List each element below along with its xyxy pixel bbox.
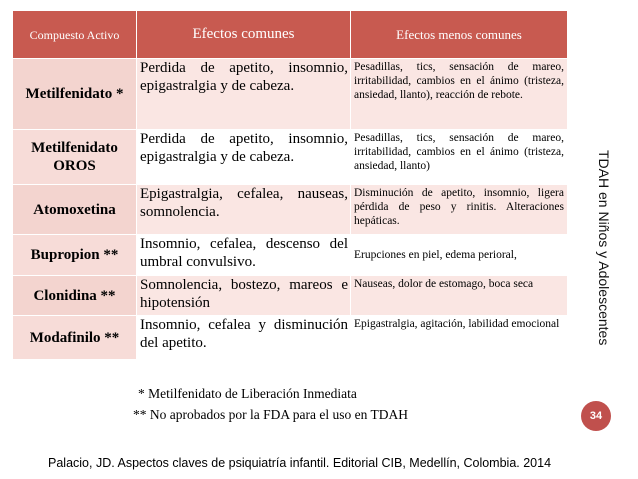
table-row [13, 130, 568, 185]
page-number-badge: 34 [581, 401, 611, 431]
less-common-effects: Pesadillas, tics, sensación de mareo, irritabilidad, cambios en el ánimo (tristeza, ansiedad, llanto), reacción de rebote. [351, 59, 568, 130]
compound-name: Modafinilo ** [13, 316, 137, 360]
table-header-row [13, 11, 568, 59]
header-less-common-effects: Efectos menos comunes [351, 11, 568, 59]
compound-name: Atomoxetina [13, 185, 137, 235]
table-row [13, 59, 568, 130]
side-title: TDAH en Niños y Adolescentes [596, 150, 612, 346]
common-effects: Epigastralgia, cefalea, nauseas, somnolencia. [137, 185, 351, 235]
less-common-effects: Pesadillas, tics, sensación de mareo, irritabilidad, cambios en el ánimo (tristeza, ansiedad, llanto) [351, 130, 568, 185]
common-effects: Insomnio, cefalea, descenso del umbral convulsivo. [137, 235, 351, 276]
less-common-effects: Disminución de apetito, insomnio, ligera pérdida de peso y rinitis. Alteraciones hepáticas. [351, 185, 568, 235]
header-common-effects: Efectos comunes [137, 11, 351, 59]
header-compound: Compuesto Activo [13, 11, 137, 59]
common-effects: Perdida de apetito, insomnio, epigastralgia y de cabeza. [137, 130, 351, 185]
side-effects-table [12, 10, 568, 360]
common-effects: Insomnio, cefalea y disminución del apetito. [137, 316, 351, 360]
less-common-effects: Epigastralgia, agitación, labilidad emocional [351, 316, 568, 360]
footnote-immediate-release: * Metilfenidato de Liberación Inmediata [138, 386, 357, 401]
compound-name: Metilfenidato * [13, 59, 137, 130]
common-effects: Perdida de apetito, insomnio, epigastralgia y de cabeza. [137, 59, 351, 130]
common-effects: Somnolencia, bostezo, mareos e hipotensión [137, 276, 351, 316]
footnotes [133, 383, 408, 425]
table-row [13, 235, 568, 276]
table-row [13, 185, 568, 235]
citation: Palacio, JD. Aspectos claves de psiquiatría infantil. Editorial CIB, Medellín, Colombia. 2014 [48, 456, 552, 470]
less-common-effects: Erupciones en piel, edema perioral, [351, 235, 568, 276]
compound-name: Clonidina ** [13, 276, 137, 316]
compound-name: Metilfenidato OROS [13, 130, 137, 185]
table-row [13, 316, 568, 360]
table-row [13, 276, 568, 316]
compound-name: Bupropion ** [13, 235, 137, 276]
less-common-effects: Nauseas, dolor de estomago, boca seca [351, 276, 568, 316]
footnote-not-fda-approved: ** No aprobados por la FDA para el uso en TDAH [133, 407, 408, 422]
